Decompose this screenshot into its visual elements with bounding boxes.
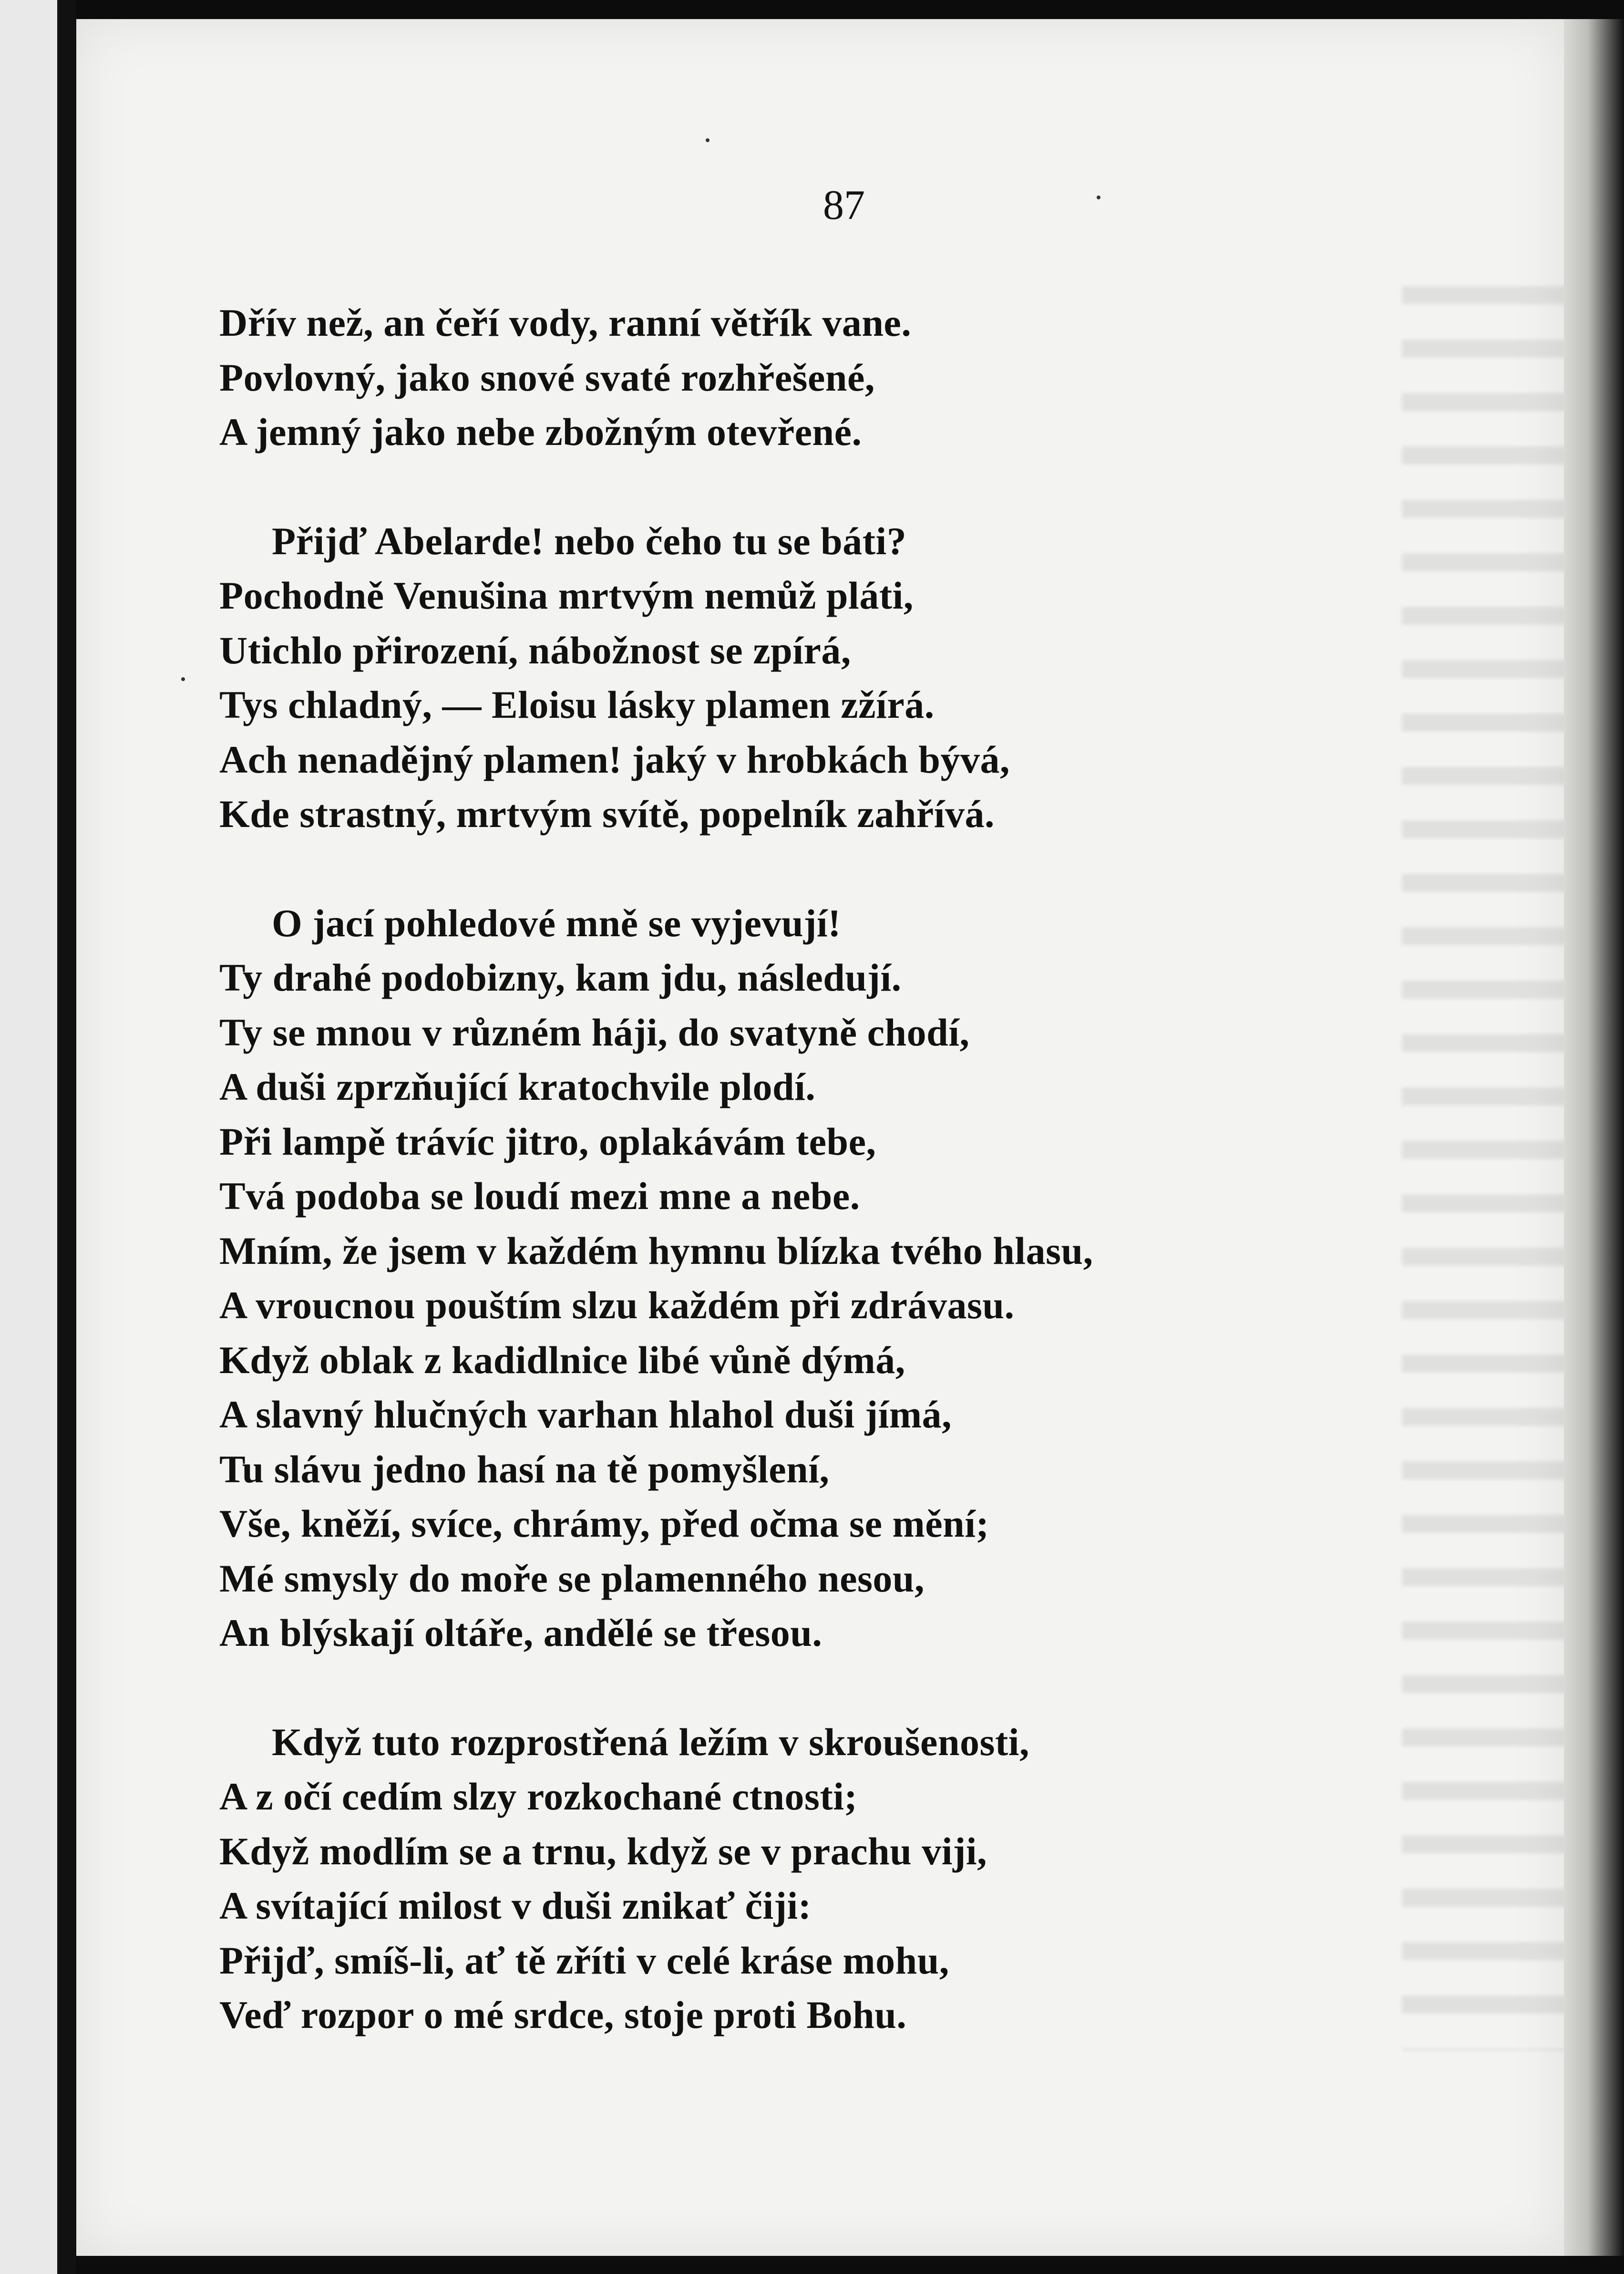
poem-line: Když tuto rozprostřená ležím v skroušenosti,: [272, 1720, 1030, 1764]
poem-line: Dřív než, an čeří vody, ranní větřík vane.: [219, 301, 912, 344]
poem-line: A vroucnou pouštím slzu každém při zdrávasu.: [219, 1283, 1015, 1327]
dust-speck: [1097, 196, 1100, 199]
stanza-3: [219, 896, 1411, 1661]
poem-line: O jací pohledové mně se vyjevují!: [272, 901, 841, 945]
poem-line: An blýskají oltáře, andělé se třesou.: [219, 1611, 822, 1654]
poem-line: Mním, že jsem v každém hymnu blízka tvého hlasu,: [219, 1229, 1093, 1272]
poem-line: Pochodně Venušina mrtvým nemůž pláti,: [219, 574, 914, 617]
poem-line: Když oblak z kadidlnice libé vůně dýmá,: [219, 1338, 905, 1382]
stanza-2: [219, 514, 1411, 842]
poem-line: Tys chladný, — Eloisu lásky plamen zžírá.: [219, 683, 935, 726]
page-number: 87: [823, 182, 865, 228]
poem-line: Přijď, smíš-li, ať tě zříti v celé kráse mohu,: [219, 1938, 949, 1982]
poem-line: Povlovný, jako snové svaté rozhřešené,: [219, 355, 875, 399]
book-page: [76, 19, 1564, 2256]
stanza-4: [219, 1715, 1411, 2043]
poem-line: Ach nenadějný plamen! jaký v hrobkách bývá,: [219, 737, 1010, 781]
poem-line: Při lampě trávíc jitro, oplakávám tebe,: [219, 1119, 876, 1163]
poem-line: A slavný hlučných varhan hlahol duši jímá,: [219, 1393, 952, 1436]
page-right-edge: [1564, 19, 1624, 2256]
poem-line: Utichlo přirození, nábožnost se zpírá,: [219, 628, 851, 672]
poem-line: Ty se mnou v různém háji, do svatyně chodí,: [219, 1010, 970, 1054]
poem-line: A duši zprzňující kratochvile plodí.: [219, 1065, 816, 1108]
poem-line: Vše, kněží, svíce, chrámy, před očma se mění;: [219, 1502, 989, 1545]
poem-body: [219, 296, 1411, 2097]
poem-line: Tvá podoba se loudí mezi mne a nebe.: [219, 1174, 860, 1218]
dust-speck: [181, 677, 185, 681]
poem-line: Přijď Abelarde! nebo čeho tu se báti?: [272, 519, 907, 563]
poem-line: Kde strastný, mrtvým svítě, popelník zahřívá.: [219, 792, 995, 836]
poem-line: Mé smysly do moře se plamenného nesou,: [219, 1556, 925, 1600]
book-gutter: [57, 0, 76, 2274]
dust-speck: [706, 138, 709, 142]
poem-line: Tu slávu jedno hasí na tě pomyšlení,: [219, 1447, 830, 1491]
poem-line: A z očí cedím slzy rozkochané ctnosti;: [219, 1775, 858, 1818]
poem-line: Když modlím se a trnu, když se v prachu viji,: [219, 1829, 987, 1873]
stanza-1: [219, 296, 1411, 460]
poem-line: A svítající milost v duši znikať čiji:: [219, 1884, 812, 1927]
poem-line: Ty drahé podobizny, kam jdu, následují.: [219, 956, 902, 999]
poem-line: Veď rozpor o mé srdce, stoje proti Bohu.: [219, 1993, 907, 2036]
poem-line: A jemný jako nebe zbožným otevřené.: [219, 410, 862, 454]
facing-page-edge: [0, 0, 57, 2274]
